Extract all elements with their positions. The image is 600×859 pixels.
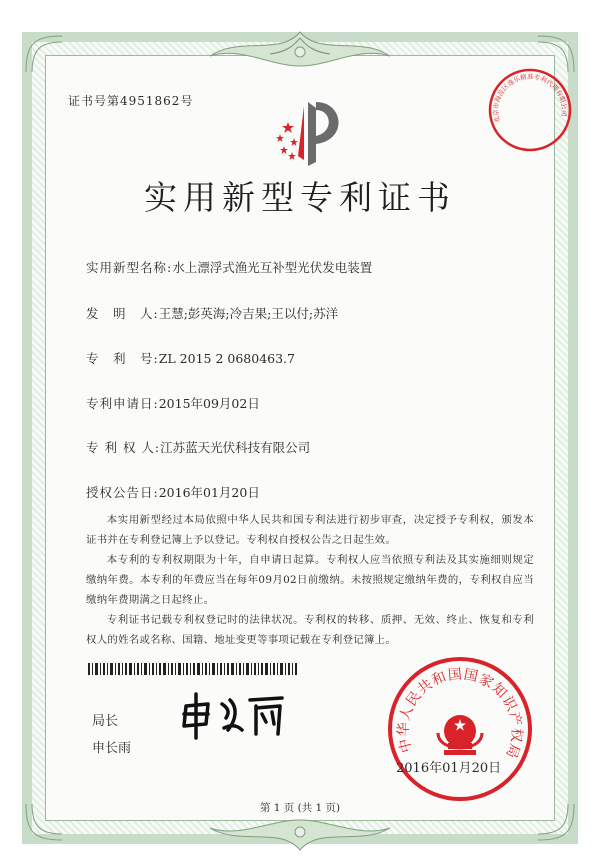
patent-office-logo-icon (274, 96, 354, 172)
field-label: 发 明 人: (86, 306, 159, 321)
bottom-ornament-icon (200, 816, 400, 856)
page-number: 第 1 页 (共 1 页) (259, 802, 341, 814)
page-title: 实用新型专利证书 (144, 178, 456, 217)
field-value: ZL 2015 2 0680463.7 (158, 351, 295, 366)
field-value: 王慧;彭英海;冷吉果;王以付;苏洋 (158, 306, 339, 321)
certificate-number: 证书号第4951862号 (68, 94, 194, 108)
issue-date: 2016年01月20日 (396, 761, 502, 776)
signatory-title: 局长 (92, 714, 119, 729)
field-value: 2016年01月20日 (158, 485, 260, 500)
seal-big-text: 中华人民共和国国家知识产权局 (395, 666, 525, 762)
agency-seal-icon (486, 66, 574, 154)
field-patent-number (86, 349, 295, 367)
field-label: 专 利 号: (86, 351, 159, 366)
field-utility-model-name (86, 258, 372, 276)
corner-ornament-icon (24, 34, 64, 74)
field-application-date (86, 394, 260, 412)
official-seal-icon (386, 655, 534, 803)
field-label: 实用新型名称: (86, 260, 173, 275)
field-inventors (86, 304, 338, 322)
field-label: 专利申请日: (86, 396, 159, 411)
signatory-name: 申长雨 (92, 741, 132, 756)
barcode-icon (88, 663, 298, 675)
field-label: 授权公告日: (86, 485, 159, 500)
field-value: 2015年09月02日 (158, 396, 260, 411)
field-label: 专 利 权 人: (86, 440, 161, 455)
seal-small-text: 北京市海淀区逸乐精准专利代理有限公司 (491, 72, 569, 124)
paragraph-grant-statement: 本实用新型经过本局依照中华人民共和国专利法进行初步审查，决定授予专利权，颁发本证书并在专利登记簿上予以登记。专利权自授权公告之日起生效。 (86, 514, 534, 546)
paragraph-term-statement: 本专利的专利权期限为十年，自申请日起算。专利权人应当依照专利法及其实施细则规定缴纳年费。本专利的年费应当在每年09月02日前缴纳。未按照规定缴纳年费的，专利权自应当缴纳年费期满之日起终止。 (86, 554, 534, 606)
top-ornament-icon (200, 26, 400, 72)
field-patentee (86, 438, 310, 456)
field-value: 水上漂浮式渔光互补型光伏发电装置 (172, 260, 373, 275)
signature-icon (178, 690, 288, 740)
field-value: 江苏蓝天光伏科技有限公司 (160, 440, 311, 455)
paragraph-legal-status: 专利证书记载专利权登记时的法律状况。专利权的转移、质押、无效、终止、恢复和专利权人的姓名或名称、国籍、地址变更等事项记载在专利登记簿上。 (86, 614, 534, 646)
field-announcement-date (86, 483, 260, 501)
